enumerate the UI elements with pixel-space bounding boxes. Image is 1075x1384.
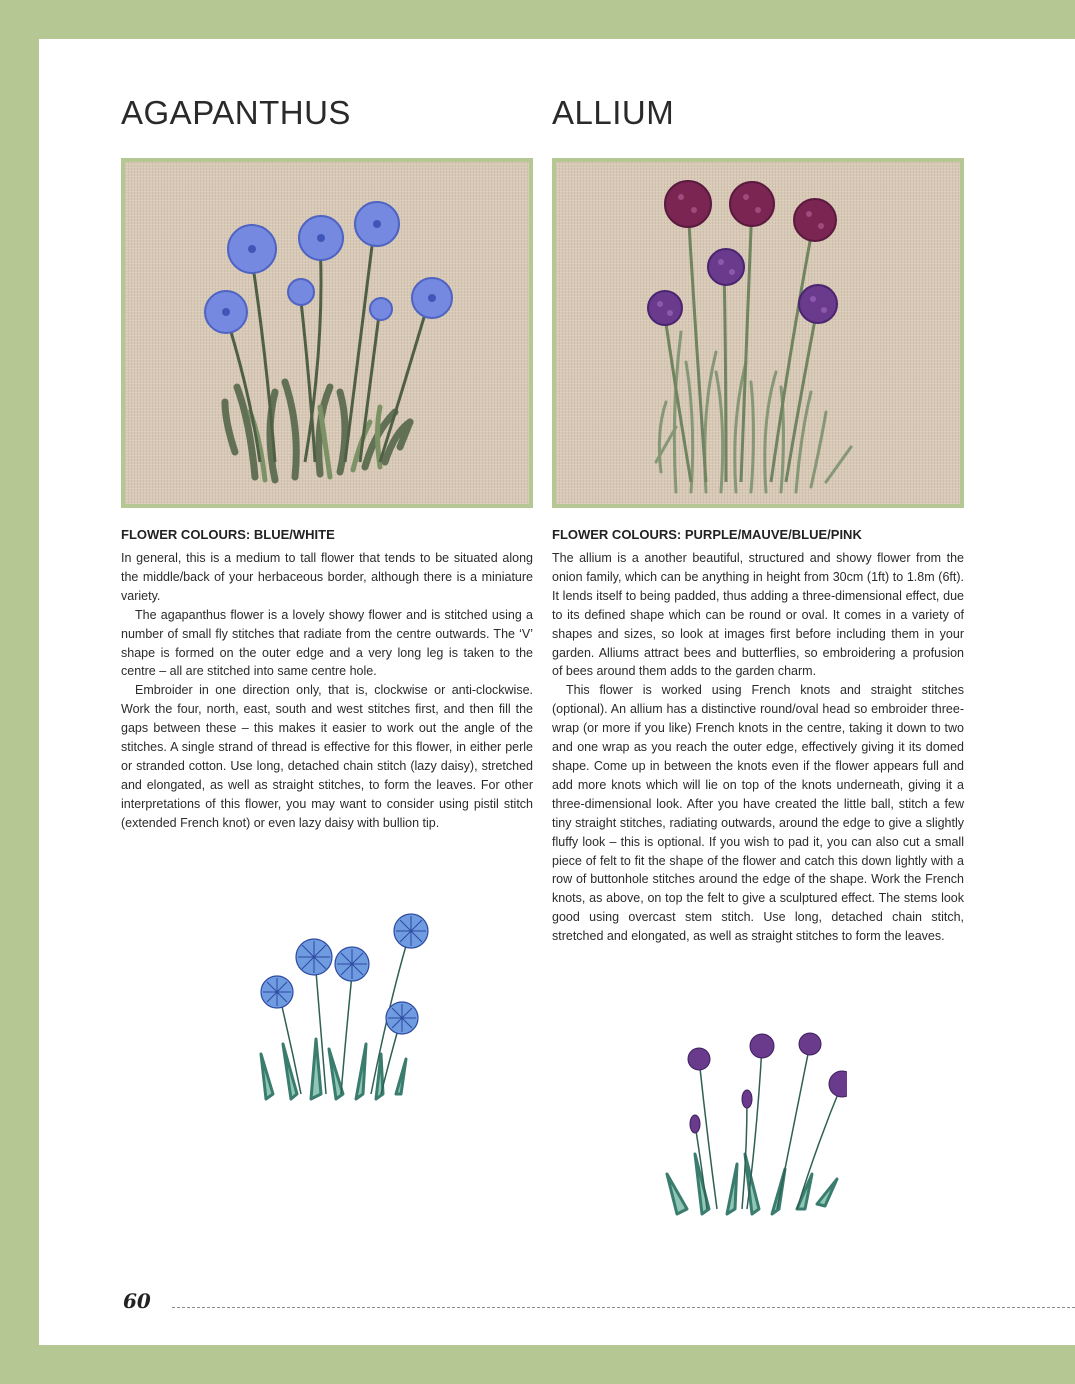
agapanthus-paragraph: Embroider in one direction only, that is, clockwise or anti-clockwise. Work the four, north, east, south and west stitches first, and then fill the gaps between these – this makes it easier to work out the angle of the stitches. A single strand of thread is effective for this flower, in either perle or stranded cotton. Use long, detached chain stitch (lazy daisy), stretched and elongated, as well as straight stitches, to form the leaves. For other interpretations of this flower, you may want to consider using pistil stitch (extended French knot) or even lazy daisy with bullion tip.: [121, 683, 533, 830]
agapanthus-embroidery-illustration: [125, 162, 529, 504]
allium-body: [552, 549, 964, 946]
agapanthus-flower-colours: FLOWER COLOURS: BLUE/WHITE: [121, 527, 335, 542]
allium-sketch: [647, 1004, 847, 1224]
agapanthus-paragraph: In general, this is a medium to tall flower that tends to be situated along the middle/back of your herbaceous border, although there is a miniature variety.: [121, 551, 533, 603]
allium-paragraph: This flower is worked using French knots and straight stitches (optional). An allium has a distinctive round/oval head so embroider three-wrap (or more if you like) French knots in the centre, taking it down to two and one wrap as you reach the outer edge, effectively giving it its domed shape. Come up in between the knots even if the flower appears full and add more knots which will lie on top of the knots underneath, giving it a three-dimensional look. After you have created the little ball, stitch a few tiny straight stitches, radiating outwards, around the edge to give a slightly fluffy look – this is optional. If you wish to pad it, you can also cut a small piece of felt to fit the shape of the flower and catch this down lightly with a row of buttonhole stitches around the edge of the shape. Work the French knots, as above, on top the felt to give a sculptured effect. The stems look good using overcast stem stitch. Use long, detached chain stitch, stretched and elongated, as well as straight stitches to form the leaves.: [552, 683, 964, 944]
book-page: [39, 39, 1075, 1345]
allium-embroidery-photo: [552, 158, 964, 508]
allium-embroidery-illustration: [556, 162, 960, 504]
agapanthus-title: AGAPANTHUS: [121, 94, 351, 131]
allium-flower-colours: FLOWER COLOURS: PURPLE/MAUVE/BLUE/PINK: [552, 527, 862, 542]
footer-dashed-rule: [172, 1307, 1075, 1308]
agapanthus-embroidery-photo: [121, 158, 533, 508]
agapanthus-sketch: [231, 894, 431, 1109]
page-number: 60: [123, 1289, 151, 1313]
allium-title: ALLIUM: [552, 94, 675, 131]
agapanthus-sketch-illustration: [231, 894, 431, 1109]
allium-paragraph: The allium is a another beautiful, structured and showy flower from the onion family, which can be anything in height from 30cm (1ft) to 1.8m (6ft). It lends itself to being padded, thus adding a three-dimensional effect, due to its defined shape which can be round or oval. It comes in a variety of shapes and sizes, so look at images first before including them in your garden. Alliums attract bees and butterflies, so embroidering a profusion of bees around them adds to the garden charm.: [552, 551, 964, 679]
agapanthus-body: [121, 549, 533, 833]
agapanthus-paragraph: The agapanthus flower is a lovely showy flower and is stitched using a number of small fly stitches that radiate from the centre outwards. The ‘V’ shape is formed on the outer edge and a very long leg is taken to the centre – all are stitched into same centre hole.: [121, 607, 533, 679]
allium-sketch-illustration: [647, 1004, 847, 1224]
